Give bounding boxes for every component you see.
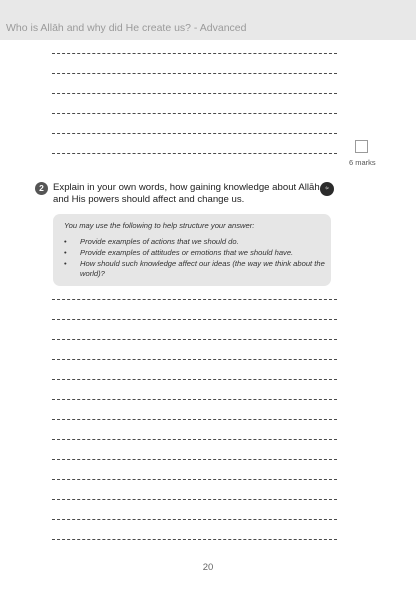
answer-line[interactable] <box>52 53 337 54</box>
hint-item-text: How should such knowledge affect our ideas (the way we think about the world)? <box>80 259 325 278</box>
salutation-icon: ﷻ <box>320 182 334 196</box>
answer-line[interactable] <box>52 399 337 400</box>
answer-line[interactable] <box>52 519 337 520</box>
answer-line[interactable] <box>52 133 337 134</box>
answer-line[interactable] <box>52 113 337 114</box>
answer-line[interactable] <box>52 479 337 480</box>
page-number: 20 <box>202 562 214 573</box>
hint-item <box>64 259 326 279</box>
hint-item <box>64 237 326 247</box>
answer-line[interactable] <box>52 359 337 360</box>
answer-line[interactable] <box>52 93 337 94</box>
answer-line[interactable] <box>52 439 337 440</box>
marks-label: 6 marks <box>349 158 376 167</box>
answer-line[interactable] <box>52 153 337 154</box>
answer-line[interactable] <box>52 73 337 74</box>
page-header <box>0 0 416 40</box>
bullet-icon: • <box>64 259 67 268</box>
answer-line[interactable] <box>52 299 337 300</box>
hint-intro: You may use the following to help structure your answer: <box>64 221 255 230</box>
hint-box <box>53 214 331 286</box>
marks-checkbox[interactable] <box>355 140 368 153</box>
answer-line[interactable] <box>52 459 337 460</box>
answer-line[interactable] <box>52 499 337 500</box>
answer-line[interactable] <box>52 539 337 540</box>
question-number-badge: 2 <box>35 182 48 195</box>
answer-line[interactable] <box>52 379 337 380</box>
hint-item-text: Provide examples of attitudes or emotions that we should have. <box>80 248 294 257</box>
answer-line[interactable] <box>52 319 337 320</box>
hint-item-text: Provide examples of actions that we should do. <box>80 237 239 246</box>
answer-line[interactable] <box>52 339 337 340</box>
header-title: Who is Allāh and why did He create us? - Advanced <box>6 22 247 34</box>
bullet-icon: • <box>64 248 67 257</box>
hint-item <box>64 248 326 258</box>
question-text: Explain in your own words, how gaining knowledge about Allāh and His powers should affect and change us. <box>53 182 320 205</box>
bullet-icon: • <box>64 237 67 246</box>
answer-line[interactable] <box>52 419 337 420</box>
